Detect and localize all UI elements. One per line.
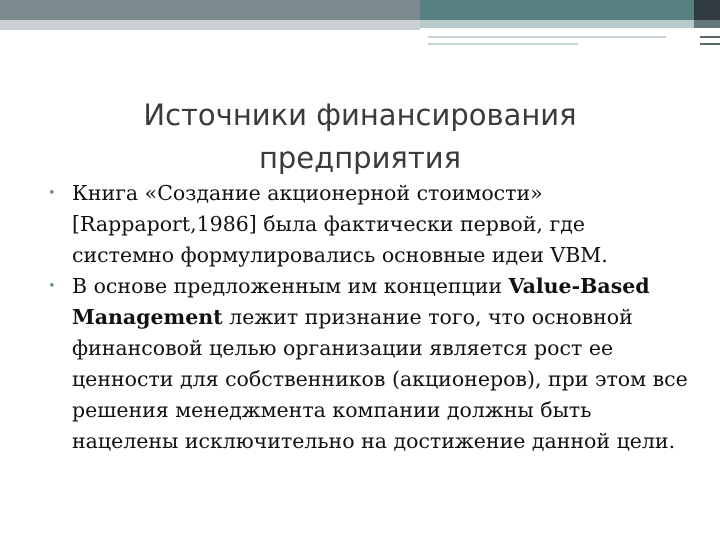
title-line-2: предприятия [258, 141, 462, 175]
header-strip-dark [694, 20, 720, 28]
header-bar-gray [0, 0, 420, 20]
bullet-item-2 [42, 271, 692, 457]
bullet-marker-icon: • [48, 279, 56, 294]
bullet-list [42, 178, 692, 457]
bullet-item-1 [42, 178, 692, 271]
bullet-text-2-after: лежит признание того, что основной финансовой целью организации является рост ее ценности для собственников (акционеров), при этом все решения менеджмента компании должны быть нацелены исключительно на достижение данной цели. [72, 305, 688, 453]
decor-line-3 [700, 36, 720, 38]
decor-line-2 [428, 43, 578, 45]
slide-title [60, 94, 660, 180]
bullet-marker-icon: • [48, 186, 56, 201]
bullet-text-2-before: В основе предложенным им концепции [72, 274, 509, 298]
decor-line-1 [428, 36, 666, 38]
header-strip-teal [420, 20, 694, 28]
header-strip-gray [0, 20, 420, 30]
title-line-1: Источники финансирования [143, 98, 577, 132]
bullet-text-2-bold: Value-Based Management [72, 274, 650, 329]
header-bar-teal [420, 0, 694, 20]
bullet-text-1: Книга «Создание акционерной стоимости» [Rappaport,1986] была фактически первой, где системно формулировались основные идеи VBM. [72, 181, 608, 267]
decor-line-4 [700, 43, 720, 45]
header-bar-dark [694, 0, 720, 20]
